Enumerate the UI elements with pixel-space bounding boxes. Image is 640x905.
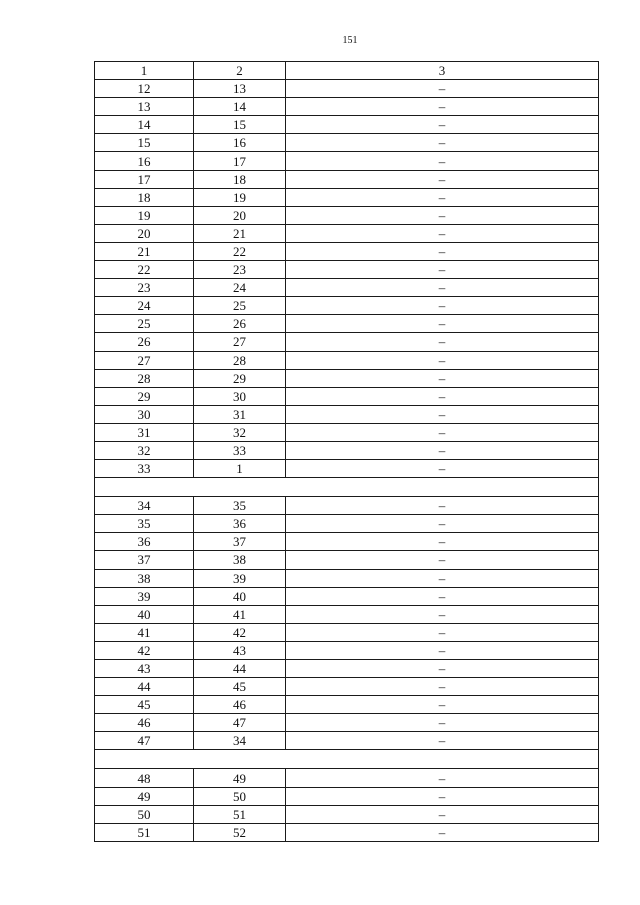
table-cell-col-2: 50	[194, 787, 286, 805]
table-row	[95, 460, 599, 478]
table-cell-col-2: 29	[194, 369, 286, 387]
table-cell-col-3: –	[286, 369, 599, 387]
table-cell-col-2: 51	[194, 805, 286, 823]
table-row	[95, 134, 599, 152]
table-cell-col-3: –	[286, 769, 599, 787]
table-cell-col-3: –	[286, 242, 599, 260]
table-cell-col-1: 20	[95, 224, 194, 242]
table-cell-col-3: –	[286, 551, 599, 569]
table-cell-col-2: 42	[194, 623, 286, 641]
table-row	[95, 315, 599, 333]
table-row	[95, 242, 599, 260]
table-row	[95, 441, 599, 459]
table-cell-col-2: 46	[194, 696, 286, 714]
table-cell-col-1: 45	[95, 696, 194, 714]
table-row	[95, 732, 599, 750]
table-cell-col-2: 27	[194, 333, 286, 351]
table-cell-col-3: –	[286, 333, 599, 351]
table-cell-col-2: 15	[194, 116, 286, 134]
table-row	[95, 297, 599, 315]
table-row	[95, 98, 599, 116]
table-row	[95, 623, 599, 641]
table-row	[95, 605, 599, 623]
table-row	[95, 769, 599, 787]
table-cell-col-2: 20	[194, 206, 286, 224]
table-cell-col-1: 51	[95, 823, 194, 841]
table-cell-col-2: 17	[194, 152, 286, 170]
table-cell-col-3: –	[286, 497, 599, 515]
table-cell-col-3: –	[286, 569, 599, 587]
table-cell-col-1: 42	[95, 641, 194, 659]
table-cell-col-3: –	[286, 714, 599, 732]
header-cell-2: 2	[194, 62, 286, 80]
table-row	[95, 261, 599, 279]
table-cell-col-1: 50	[95, 805, 194, 823]
table-cell-col-2: 35	[194, 497, 286, 515]
group-separator-cell	[95, 750, 599, 769]
table-cell-col-1: 47	[95, 732, 194, 750]
table-row	[95, 823, 599, 841]
header-cell-1: 1	[95, 62, 194, 80]
table-row	[95, 152, 599, 170]
table-body	[95, 62, 599, 842]
table-cell-col-3: –	[286, 206, 599, 224]
table-cell-col-1: 25	[95, 315, 194, 333]
table-cell-col-1: 16	[95, 152, 194, 170]
table-cell-col-2: 37	[194, 533, 286, 551]
table-cell-col-1: 40	[95, 605, 194, 623]
table-cell-col-1: 13	[95, 98, 194, 116]
table-cell-col-2: 21	[194, 224, 286, 242]
table-cell-col-1: 26	[95, 333, 194, 351]
table-row	[95, 569, 599, 587]
table-cell-col-3: –	[286, 678, 599, 696]
table-row	[95, 714, 599, 732]
table-cell-col-2: 18	[194, 170, 286, 188]
table-cell-col-3: –	[286, 170, 599, 188]
table-cell-col-2: 13	[194, 80, 286, 98]
table-row	[95, 116, 599, 134]
table-cell-col-1: 12	[95, 80, 194, 98]
group-separator-row	[95, 750, 599, 769]
table-row	[95, 351, 599, 369]
table-cell-col-1: 19	[95, 206, 194, 224]
table-cell-col-3: –	[286, 134, 599, 152]
table-cell-col-1: 22	[95, 261, 194, 279]
table-row	[95, 170, 599, 188]
table-cell-col-3: –	[286, 98, 599, 116]
table-cell-col-2: 39	[194, 569, 286, 587]
table-row	[95, 188, 599, 206]
table-row	[95, 333, 599, 351]
table-cell-col-3: –	[286, 623, 599, 641]
table-cell-col-1: 29	[95, 387, 194, 405]
table-row	[95, 587, 599, 605]
table-cell-col-2: 38	[194, 551, 286, 569]
table-cell-col-2: 25	[194, 297, 286, 315]
table-cell-col-3: –	[286, 279, 599, 297]
table-cell-col-1: 34	[95, 497, 194, 515]
header-cell-3: 3	[286, 62, 599, 80]
table-row	[95, 660, 599, 678]
table-row	[95, 279, 599, 297]
table-cell-col-1: 46	[95, 714, 194, 732]
table-cell-col-2: 43	[194, 641, 286, 659]
table-cell-col-2: 26	[194, 315, 286, 333]
table-cell-col-3: –	[286, 261, 599, 279]
table-cell-col-1: 44	[95, 678, 194, 696]
table-cell-col-2: 23	[194, 261, 286, 279]
table-cell-col-3: –	[286, 80, 599, 98]
table-cell-col-3: –	[286, 441, 599, 459]
table-row	[95, 423, 599, 441]
table-cell-col-1: 17	[95, 170, 194, 188]
table-cell-col-2: 33	[194, 441, 286, 459]
group-separator-cell	[95, 478, 599, 497]
table-cell-col-3: –	[286, 152, 599, 170]
table-cell-col-1: 36	[95, 533, 194, 551]
table-cell-col-2: 1	[194, 460, 286, 478]
table-cell-col-3: –	[286, 805, 599, 823]
table-cell-col-3: –	[286, 732, 599, 750]
data-table	[94, 61, 599, 842]
page-number: 151	[342, 35, 358, 46]
table-row	[95, 369, 599, 387]
table-cell-col-1: 15	[95, 134, 194, 152]
table-cell-col-1: 35	[95, 515, 194, 533]
table-cell-col-2: 28	[194, 351, 286, 369]
table-cell-col-1: 43	[95, 660, 194, 678]
table-cell-col-3: –	[286, 423, 599, 441]
table-cell-col-3: –	[286, 641, 599, 659]
table-cell-col-3: –	[286, 405, 599, 423]
table-cell-col-2: 24	[194, 279, 286, 297]
table-row	[95, 678, 599, 696]
table-cell-col-2: 40	[194, 587, 286, 605]
table-row	[95, 533, 599, 551]
table-row	[95, 80, 599, 98]
header-row	[95, 62, 599, 80]
table-cell-col-2: 49	[194, 769, 286, 787]
table-cell-col-2: 34	[194, 732, 286, 750]
table-cell-col-1: 18	[95, 188, 194, 206]
table-cell-col-1: 32	[95, 441, 194, 459]
table-row	[95, 805, 599, 823]
table-cell-col-3: –	[286, 315, 599, 333]
table-cell-col-2: 44	[194, 660, 286, 678]
table-cell-col-3: –	[286, 605, 599, 623]
table-cell-col-2: 16	[194, 134, 286, 152]
table-cell-col-2: 41	[194, 605, 286, 623]
table-cell-col-2: 14	[194, 98, 286, 116]
table-cell-col-2: 36	[194, 515, 286, 533]
table-cell-col-1: 24	[95, 297, 194, 315]
table-cell-col-1: 38	[95, 569, 194, 587]
table-cell-col-3: –	[286, 116, 599, 134]
table-row	[95, 497, 599, 515]
table-cell-col-3: –	[286, 297, 599, 315]
table-cell-col-1: 49	[95, 787, 194, 805]
table-cell-col-2: 45	[194, 678, 286, 696]
table-cell-col-3: –	[286, 224, 599, 242]
table-cell-col-3: –	[286, 460, 599, 478]
table-cell-col-1: 39	[95, 587, 194, 605]
table-cell-col-1: 37	[95, 551, 194, 569]
table-cell-col-1: 30	[95, 405, 194, 423]
table-row	[95, 696, 599, 714]
table-row	[95, 224, 599, 242]
table-row	[95, 405, 599, 423]
table-cell-col-2: 30	[194, 387, 286, 405]
table-cell-col-3: –	[286, 533, 599, 551]
table-cell-col-2: 19	[194, 188, 286, 206]
table-cell-col-2: 47	[194, 714, 286, 732]
table-row	[95, 387, 599, 405]
table-row	[95, 551, 599, 569]
table-row	[95, 206, 599, 224]
table-cell-col-2: 52	[194, 823, 286, 841]
table-row	[95, 787, 599, 805]
table-cell-col-3: –	[286, 660, 599, 678]
table-cell-col-1: 14	[95, 116, 194, 134]
table-cell-col-1: 41	[95, 623, 194, 641]
table-cell-col-3: –	[286, 188, 599, 206]
table-cell-col-3: –	[286, 387, 599, 405]
table-cell-col-1: 21	[95, 242, 194, 260]
table-cell-col-3: –	[286, 587, 599, 605]
table-cell-col-1: 31	[95, 423, 194, 441]
table-cell-col-1: 33	[95, 460, 194, 478]
table-row	[95, 515, 599, 533]
table-cell-col-1: 28	[95, 369, 194, 387]
table-cell-col-2: 22	[194, 242, 286, 260]
table-cell-col-3: –	[286, 696, 599, 714]
table-cell-col-3: –	[286, 787, 599, 805]
table-cell-col-3: –	[286, 351, 599, 369]
table-cell-col-1: 23	[95, 279, 194, 297]
table-cell-col-2: 32	[194, 423, 286, 441]
table-cell-col-3: –	[286, 823, 599, 841]
group-separator-row	[95, 478, 599, 497]
table-row	[95, 641, 599, 659]
table-cell-col-3: –	[286, 515, 599, 533]
table-cell-col-1: 27	[95, 351, 194, 369]
table-cell-col-1: 48	[95, 769, 194, 787]
table-cell-col-2: 31	[194, 405, 286, 423]
